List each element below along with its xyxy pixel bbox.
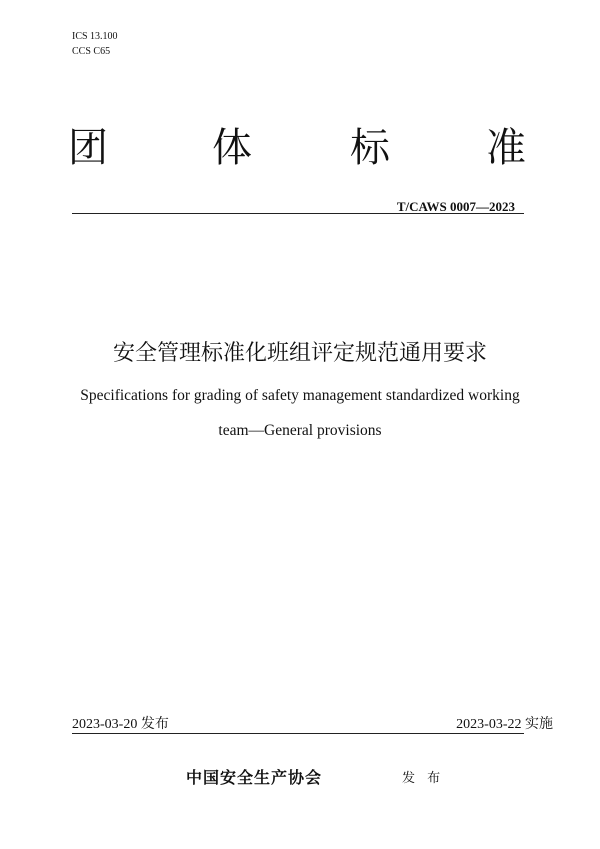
standard-type-char-4: 准 (486, 125, 526, 171)
title-english-line-1: Specifications for grading of safety management standardized working (80, 387, 520, 404)
publisher-name: 中国安全生产协会 (186, 768, 323, 787)
standard-type-char-1: 团 (68, 125, 108, 171)
standard-number: T/CAWS 0007—2023 (396, 199, 515, 214)
bottom-divider (72, 733, 524, 734)
issue-date: 2023-03-20 发布 (72, 717, 169, 732)
top-divider (72, 213, 524, 214)
title-english-line-2: team—General provisions (218, 422, 382, 439)
ccs-code: CCS C65 (72, 46, 111, 57)
standard-type-char-2: 体 (212, 125, 252, 171)
title-chinese: 安全管理标准化班组评定规范通用要求 (112, 341, 487, 366)
implementation-date: 2023-03-22 实施 (456, 717, 553, 732)
standard-type-char-3: 标 (350, 125, 390, 171)
ics-code: ICS 13.100 (72, 31, 118, 42)
publish-label: 发 布 (402, 771, 445, 786)
